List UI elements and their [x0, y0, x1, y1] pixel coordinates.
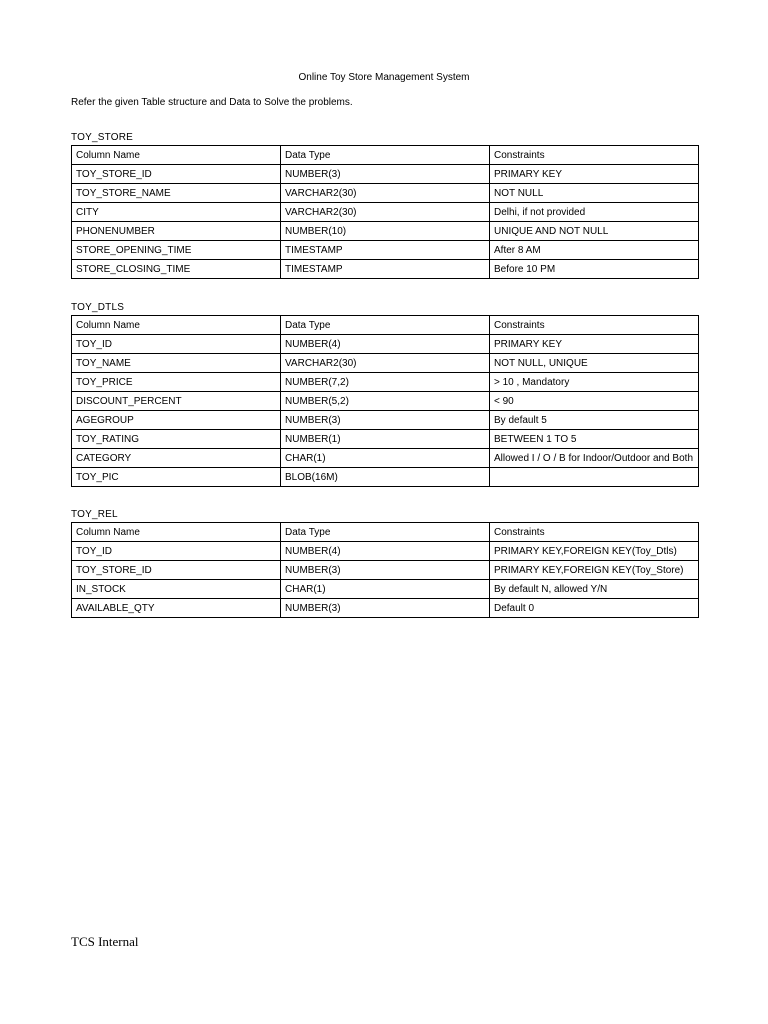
table-header-row [72, 316, 699, 335]
table-row [72, 468, 699, 487]
table-cell: < 90 [490, 392, 699, 411]
table-row [72, 599, 699, 618]
table-cell: PRIMARY KEY,FOREIGN KEY(Toy_Dtls) [490, 542, 699, 561]
table-row [72, 580, 699, 599]
table-row [72, 241, 699, 260]
column-header: Column Name [72, 146, 281, 165]
table-cell: UNIQUE AND NOT NULL [490, 222, 699, 241]
table-cell: TOY_ID [72, 542, 281, 561]
table-row [72, 373, 699, 392]
table-cell: CATEGORY [72, 449, 281, 468]
table-cell: TOY_STORE_ID [72, 165, 281, 184]
table-cell: NUMBER(3) [281, 561, 490, 580]
table-cell: BETWEEN 1 TO 5 [490, 430, 699, 449]
table-name: TOY_REL [71, 509, 118, 520]
column-header: Constraints [490, 523, 699, 542]
instruction-text: Refer the given Table structure and Data to Solve the problems. [71, 97, 353, 108]
table-header-row [72, 523, 699, 542]
table-toy-rel [71, 522, 699, 618]
table-cell: Before 10 PM [490, 260, 699, 279]
table-row [72, 165, 699, 184]
document-title: Online Toy Store Management System [298, 72, 470, 83]
table-cell: NUMBER(4) [281, 542, 490, 561]
table-cell: NUMBER(1) [281, 430, 490, 449]
table-cell: TOY_STORE_NAME [72, 184, 281, 203]
table-cell: NUMBER(5,2) [281, 392, 490, 411]
table-cell: NUMBER(10) [281, 222, 490, 241]
table-cell: > 10 , Mandatory [490, 373, 699, 392]
table-cell: NUMBER(3) [281, 599, 490, 618]
footer-classification: TCS Internal [71, 934, 139, 949]
table-row [72, 449, 699, 468]
table-cell: TOY_PIC [72, 468, 281, 487]
table-cell: Default 0 [490, 599, 699, 618]
section-toy-dtls [71, 301, 698, 487]
table-row [72, 392, 699, 411]
table-cell: PRIMARY KEY [490, 165, 699, 184]
table-cell: NOT NULL, UNIQUE [490, 354, 699, 373]
table-cell: TIMESTAMP [281, 260, 490, 279]
table-row [72, 335, 699, 354]
table-cell: CITY [72, 203, 281, 222]
section-toy-store [71, 131, 698, 279]
table-toy-store [71, 145, 699, 279]
table-name: TOY_DTLS [71, 302, 125, 313]
table-cell: NUMBER(3) [281, 165, 490, 184]
table-cell: NUMBER(7,2) [281, 373, 490, 392]
table-cell: AGEGROUP [72, 411, 281, 430]
table-cell: VARCHAR2(30) [281, 184, 490, 203]
section-toy-rel [71, 508, 698, 618]
column-header: Column Name [72, 316, 281, 335]
column-header: Constraints [490, 146, 699, 165]
table-cell: STORE_CLOSING_TIME [72, 260, 281, 279]
table-cell: Allowed I / O / B for Indoor/Outdoor and Both [490, 449, 699, 468]
table-cell: VARCHAR2(30) [281, 203, 490, 222]
table-cell: STORE_OPENING_TIME [72, 241, 281, 260]
table-row [72, 561, 699, 580]
table-row [72, 260, 699, 279]
table-name: TOY_STORE [71, 132, 134, 143]
table-cell: TOY_RATING [72, 430, 281, 449]
table-row [72, 354, 699, 373]
column-header: Column Name [72, 523, 281, 542]
table-row [72, 203, 699, 222]
table-cell [490, 468, 699, 487]
table-cell: IN_STOCK [72, 580, 281, 599]
table-row [72, 222, 699, 241]
table-row [72, 542, 699, 561]
table-cell: By default N, allowed Y/N [490, 580, 699, 599]
table-cell: NOT NULL [490, 184, 699, 203]
column-header: Data Type [281, 146, 490, 165]
table-cell: TOY_ID [72, 335, 281, 354]
column-header: Data Type [281, 316, 490, 335]
column-header: Data Type [281, 523, 490, 542]
table-cell: After 8 AM [490, 241, 699, 260]
table-row [72, 184, 699, 203]
table-row [72, 411, 699, 430]
table-cell: CHAR(1) [281, 449, 490, 468]
table-toy-dtls [71, 315, 699, 487]
table-cell: By default 5 [490, 411, 699, 430]
table-cell: CHAR(1) [281, 580, 490, 599]
table-cell: NUMBER(4) [281, 335, 490, 354]
column-header: Constraints [490, 316, 699, 335]
table-cell: TOY_NAME [72, 354, 281, 373]
table-row [72, 430, 699, 449]
table-cell: BLOB(16M) [281, 468, 490, 487]
table-cell: PHONENUMBER [72, 222, 281, 241]
table-cell: TOY_PRICE [72, 373, 281, 392]
table-cell: TOY_STORE_ID [72, 561, 281, 580]
table-cell: NUMBER(3) [281, 411, 490, 430]
table-header-row [72, 146, 699, 165]
table-cell: PRIMARY KEY [490, 335, 699, 354]
table-cell: VARCHAR2(30) [281, 354, 490, 373]
table-cell: PRIMARY KEY,FOREIGN KEY(Toy_Store) [490, 561, 699, 580]
table-cell: Delhi, if not provided [490, 203, 699, 222]
table-cell: AVAILABLE_QTY [72, 599, 281, 618]
table-cell: DISCOUNT_PERCENT [72, 392, 281, 411]
table-cell: TIMESTAMP [281, 241, 490, 260]
